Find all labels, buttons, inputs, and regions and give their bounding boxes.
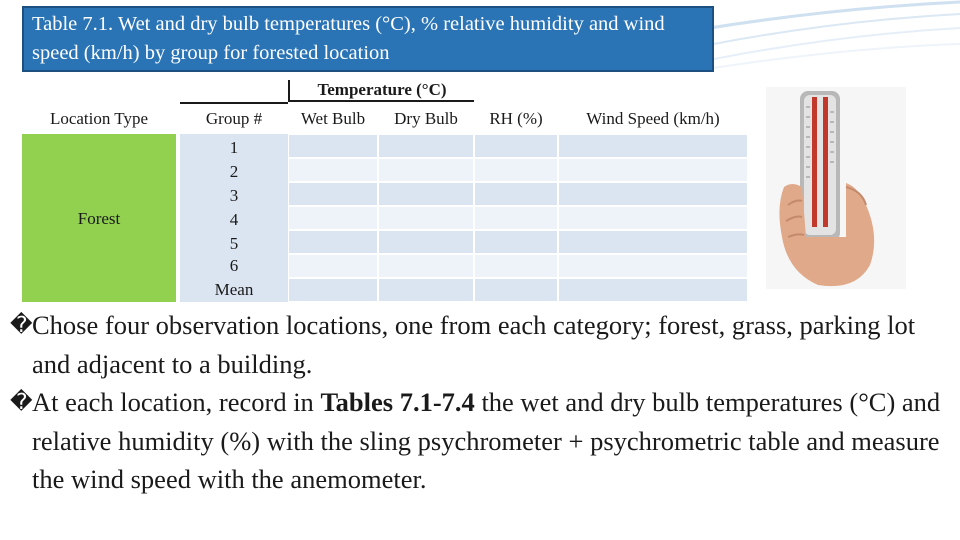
table-cell [378,206,474,230]
group-label: Mean [214,280,254,299]
bullet-marker: � [10,312,33,337]
table-cell [474,158,558,182]
group-label: 6 [229,256,239,275]
table-cell [474,278,558,302]
header-wind-speed: Wind Speed (km/h) [586,109,720,128]
sling-psychrometer-icon [766,87,906,289]
group-label: 5 [229,234,239,253]
table-cell [558,278,748,302]
location-value: Forest [77,209,121,228]
table-cell [378,134,474,158]
bullet-marker: � [10,389,33,414]
table-cell [474,254,558,278]
table-cell [474,230,558,254]
table-cell [378,182,474,206]
table-cell [378,158,474,182]
table-cell [558,182,748,206]
bullet-text-bold: Tables 7.1-7.4 [320,387,475,417]
table-cell [474,206,558,230]
table-cell [558,158,748,182]
group-label: 1 [229,138,239,157]
bullet-item [10,306,950,383]
table-cell [558,230,748,254]
table-title: Table 7.1. Wet and dry bulb temperatures (°C), % relative humidity and wind speed (km/h) by group for forested location [22,6,714,72]
table-cell [378,230,474,254]
table-cell [378,278,474,302]
table-cell [378,254,474,278]
table-cell [474,134,558,158]
instructions [10,306,950,499]
group-label: 2 [229,162,239,181]
table-cell [288,230,378,254]
table-cell [288,158,378,182]
table-cell [288,134,378,158]
header-dry-bulb: Dry Bulb [394,109,458,128]
group-label: 3 [229,186,239,205]
bullet-text-pre: At each location, record in [32,387,321,417]
table-cell [558,134,748,158]
header-group: Group # [205,109,263,128]
bullet-text-post: the wet and dry bulb temperatures (°C) and relative humidity (%) with the sling psychrometer + psychrometric table and measure the wind speed with the anemometer. [32,387,941,494]
table-cell [288,206,378,230]
header-rh: RH (%) [489,109,543,128]
table-cell [288,182,378,206]
bullet-item [10,383,950,499]
table-cell [474,182,558,206]
group-label: 4 [229,210,239,229]
table-cell [288,278,378,302]
header-location-type: Location Type [22,104,176,134]
table-cell [558,254,748,278]
table-cell [558,206,748,230]
bullet-text: Chose four observation locations, one from each category; forest, grass, parking lot and adjacent to a building. [32,310,916,379]
table-cell [288,254,378,278]
temperature-group-header: Temperature (°C) [288,80,474,102]
header-wet-bulb: Wet Bulb [300,109,366,128]
